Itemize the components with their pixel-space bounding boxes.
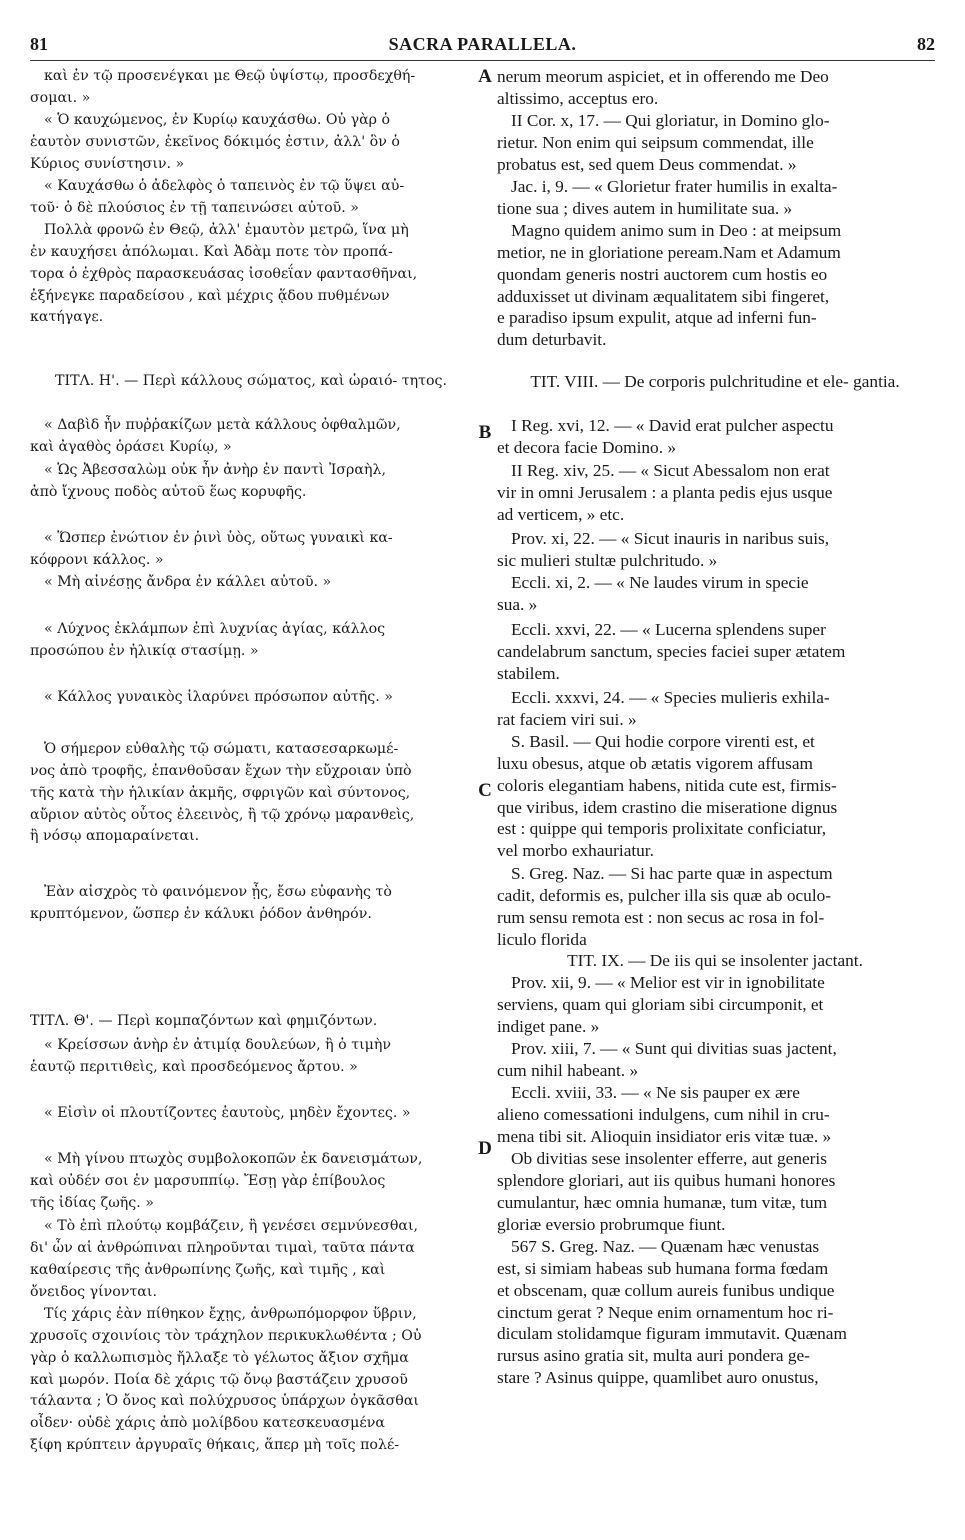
greek-paragraph: « Ὡς Ἀβεσσαλὼμ οὐκ ἦν ἀνὴρ ἐν παντὶ Ἰσραὴλ, ἀπὸ ἴχνους ποδὸς αὐτοῦ ἕως κορυφῆς. <box>30 462 386 500</box>
greek-paragraph: « Κάλλος γυναικὸς ἱλαρύνει πρόσωπον αὐτῆς. » <box>44 689 393 705</box>
greek-paragraph: « Κρείσσων ἀνὴρ ἐν ἀτιμίᾳ δουλεύων, ἢ ὁ τιμὴν ἑαυτῷ περιτιθεὶς, καὶ προσδεόμενος ἄρτου. » <box>30 1037 391 1075</box>
running-title: SACRA PARALLELA. <box>388 34 577 54</box>
latin-paragraph: 567 S. Greg. Naz. — Quænam hæc venustas est, si simiam habeas sub humana forma fœdam et obscenam, quæ collum aureis funibus undique cinctum gerat ? Neque enim ornamentum hoc ri- diculam stolidamque figuram immutavit. Quænam rursus asino gratia sit, multa auri pondera ge- stare ? Asinus quippe, quamlibet auro onustus, <box>497 1237 847 1388</box>
greek-paragraph: καὶ ἐν τῷ προσενέγκαι με Θεῷ ὑψίστῳ, προσδεχθή- σομαι. » <box>30 68 416 106</box>
latin-paragraph: II Cor. x, 17. — Qui gloriatur, in Domino glo- rietur. Non enim qui seipsum commendat, ille probatus est, sed quem Deus commendat. » <box>497 111 830 174</box>
greek-paragraph: Τίς χάρις ἐὰν πίθηκον ἔχῃς, ἀνθρωπόμορφον ὕβριν, χρυσοῖς σχοινίοις τὸν τράχηλον περικυκλωθέντα ; Οὐ γὰρ ὁ καλλωπισμὸς ἤλλαξε τὸ γέλωτος ἄξιον σχῆμα καὶ μωρόν. Ποία δὲ χάρις τῷ ὄνῳ βαστάζειν χρυσοῦ τάλαντα ; Ὁ ὄνος καὶ πολύχρυσος ὑπάρχων ὀγκᾶσθαι οἶδεν· οὐδὲ χάρις ἀπὸ μολίβδου κατεσκευασμένα ξίφη κρύπτειν ἀργυραῖς θήκαις, ἅπερ μὴ τοῖς πολέ- <box>30 1306 422 1454</box>
latin-paragraph: Eccli. xxxvi, 24. — « Species mulieris exhila- rat faciem viri sui. » <box>497 688 830 729</box>
page-header <box>30 34 935 58</box>
greek-paragraph: « Δαβὶδ ἦν πυῤῥακίζων μετὰ κάλλους ὀφθαλμῶν, καὶ ἀγαθὸς ὁράσει Κυρίῳ, » <box>30 417 401 455</box>
margin-letter-a: A <box>478 66 492 87</box>
margin-letter-c: C <box>478 780 492 801</box>
latin-paragraph: I Reg. xvi, 12. — « David erat pulcher aspectu et decora facie Domino. » <box>497 416 834 457</box>
greek-paragraph: « Τὸ ἐπὶ πλούτῳ κομβάζειν, ἢ γενέσει σεμνύνεσθαι, δι' ὧν αἱ ἀνθρώπιναι πληροῦνται τιμαὶ, ταῦτα πάντα καθαίρεσις τῆς ἀνθρωπίνης ζωῆς, καὶ τιμῆς , καὶ ὄνειδος γίνονται. <box>30 1218 419 1300</box>
latin-column <box>497 66 933 1530</box>
greek-section-title: ΤΙΤΛ. Η'. — Περὶ κάλλους σώματος, καὶ ὡραιό- τητος. <box>55 373 447 389</box>
latin-paragraph: Prov. xii, 9. — « Melior est vir in ignobilitate serviens, quam qui gloriam sibi circumponit, et indiget pane. » <box>497 973 825 1036</box>
latin-paragraph: Jac. i, 9. — « Glorietur frater humilis in exalta- tione sua ; dives autem in humilitate sua. » <box>497 177 838 218</box>
latin-paragraph: S. Greg. Naz. — Si hac parte quæ in aspectum cadit, deformis es, pulcher illa sis quæ ab oculo- rum sensu remota est : non secus ac rosa in fol- liculo florida <box>497 864 833 949</box>
greek-column <box>30 66 472 1530</box>
greek-paragraph: Ἐὰν αἰσχρὸς τὸ φαινόμενον ᾖς, ἔσω εὐφανὴς τὸ κρυπτόμενον, ὥσπερ ἐν κάλυκι ῥόδον ἀνθηρόν. <box>30 884 392 922</box>
greek-section-title: ΤΙΤΛ. Θ'. — Περὶ κομπαζόντων καὶ φημιζόντων. <box>30 1013 378 1029</box>
latin-section-title: TIT. VIII. — De corporis pulchritudine et ele- gantia. <box>530 372 900 391</box>
latin-paragraph: Ob divitias sese insolenter efferre, aut generis splendore gloriari, aut iis quibus humani honores cumulantur, hæc omnia humanæ, tum vitæ, tum gloriæ eversio probrumque fiunt. <box>497 1149 836 1234</box>
latin-paragraph: II Reg. xiv, 25. — « Sicut Abessalom non erat vir in omni Jerusalem : a planta pedis ejus usque ad verticem, » etc. <box>497 461 833 524</box>
page-number-left: 81 <box>30 34 48 54</box>
latin-section-title: TIT. IX. — De iis qui se insolenter jactant. <box>567 951 863 970</box>
latin-paragraph: Eccli. xviii, 33. — « Ne sis pauper ex ære alieno comessationi indulgens, cum nihil in cru- mena tibi sit. Alioquin insidiator eris vitæ tuæ. » <box>497 1083 832 1146</box>
margin-letters <box>471 66 499 1540</box>
latin-paragraph: Prov. xi, 22. — « Sicut inauris in naribus suis, sic mulieri stultæ pulchritudo. » <box>497 529 830 570</box>
latin-paragraph: Prov. xiii, 7. — « Sunt qui divitias suas jactent, cum nihil habeant. » <box>497 1039 837 1080</box>
latin-paragraph: nerum meorum aspiciet, et in offerendo me Deo altissimo, acceptus ero. <box>497 67 829 108</box>
page-number-right: 82 <box>917 34 935 54</box>
greek-paragraph: « Λύχνος ἐκλάμπων ἐπὶ λυχνίας ἁγίας, κάλλος προσώπου ἐν ἡλικίᾳ στασίμῃ. » <box>30 621 386 659</box>
greek-paragraph: « Εἰσὶν οἱ πλουτίζοντες ἑαυτοὺς, μηδὲν ἔχοντες. » <box>44 1105 411 1121</box>
greek-paragraph: « Ὥσπερ ἐνώτιον ἐν ῥινὶ ὑὸς, οὕτως γυναικὶ κα- κόφρονι κάλλος. » <box>30 530 393 568</box>
header-rule <box>30 60 935 61</box>
greek-paragraph: « Ὁ καυχώμενος, ἐν Κυρίῳ καυχάσθω. Οὐ γὰρ ὁ ἑαυτὸν συνιστῶν, ἐκεῖνος δόκιμός ἐστιν, ἀλλ' ὃν ὁ Κύριος συνίστησιν. » <box>30 112 400 172</box>
greek-paragraph: « Καυχάσθω ὁ ἀδελφὸς ὁ ταπεινὸς ἐν τῷ ὕψει αὐ- τοῦ· ὁ δὲ πλούσιος ἐν τῇ ταπεινώσει αὐτοῦ. » <box>30 178 405 216</box>
greek-paragraph: Ὁ σήμερον εὐθαλὴς τῷ σώματι, κατασεσαρκωμέ- νος ἀπὸ τροφῆς, ἐπανθοῦσαν ἔχων τὴν εὔχροιαν ὑπὸ τῆς κατὰ τὴν ἡλικίαν ἀκμῆς, σφριγῶν καὶ σύντονος, αὔριον αὐτὸς οὗτος ἐλεεινὸς, ἢ τῷ χρόνῳ μαρανθεὶς, ἢ νόσῳ απομαραίνεται. <box>30 741 415 845</box>
latin-paragraph: S. Basil. — Qui hodie corpore virenti est, et luxu obesus, atque ob ætatis vigorem affusam coloris elegantiam habens, nitida cute est, firmis- que viribus, idem crastino die miseratione dignus est : quippe qui temporis prolixitate conficiatur, vel morbo exhauriatur. <box>497 732 838 861</box>
greek-paragraph: « Μὴ γίνου πτωχὸς συμβολοκοπῶν ἐκ δανεισμάτων, καὶ οὐδέν σοι ἐν μαρσυππίῳ. Ἔσῃ γὰρ ἐπίβουλος τῆς ἰδίας ζωῆς. » <box>30 1151 423 1211</box>
greek-paragraph: « Μὴ αἰνέσῃς ἄνδρα ἐν κάλλει αὐτοῦ. » <box>44 574 332 590</box>
margin-letter-b: B <box>478 422 492 443</box>
latin-paragraph: Magno quidem animo sum in Deo : at meipsum metior, ne in gloriatione peream.Nam et Adamum quondam generis nostri auctorem cum hostis eo adduxisset ut divinam æqualitatem sibi fingeret, e paradiso ipsum expulit, atque ad inferni fun- dum deturbavit. <box>497 221 842 350</box>
latin-paragraph: Eccli. xi, 2. — « Ne laudes virum in specie sua. » <box>497 573 809 614</box>
latin-paragraph: Eccli. xxvi, 22. — « Lucerna splendens super candelabrum sanctum, species faciei super ætatem stabilem. <box>497 620 846 683</box>
greek-paragraph: Πολλὰ φρονῶ ἐν Θεῷ, ἀλλ' ἐμαυτὸν μετρῶ, ἵνα μὴ ἐν καυχήσει ἀπόλωμαι. Καὶ Ἀδὰμ ποτε τὸν προπά- τορα ὁ ἐχθρὸς παρασκευάσας ἰσοθεΐαν φαντασθῆναι, ἐξήνεγκε παραδείσου , καὶ μέχρις ᾅδου πυθμένων κατήγαγε. <box>30 222 418 326</box>
margin-letter-d: D <box>478 1138 492 1159</box>
